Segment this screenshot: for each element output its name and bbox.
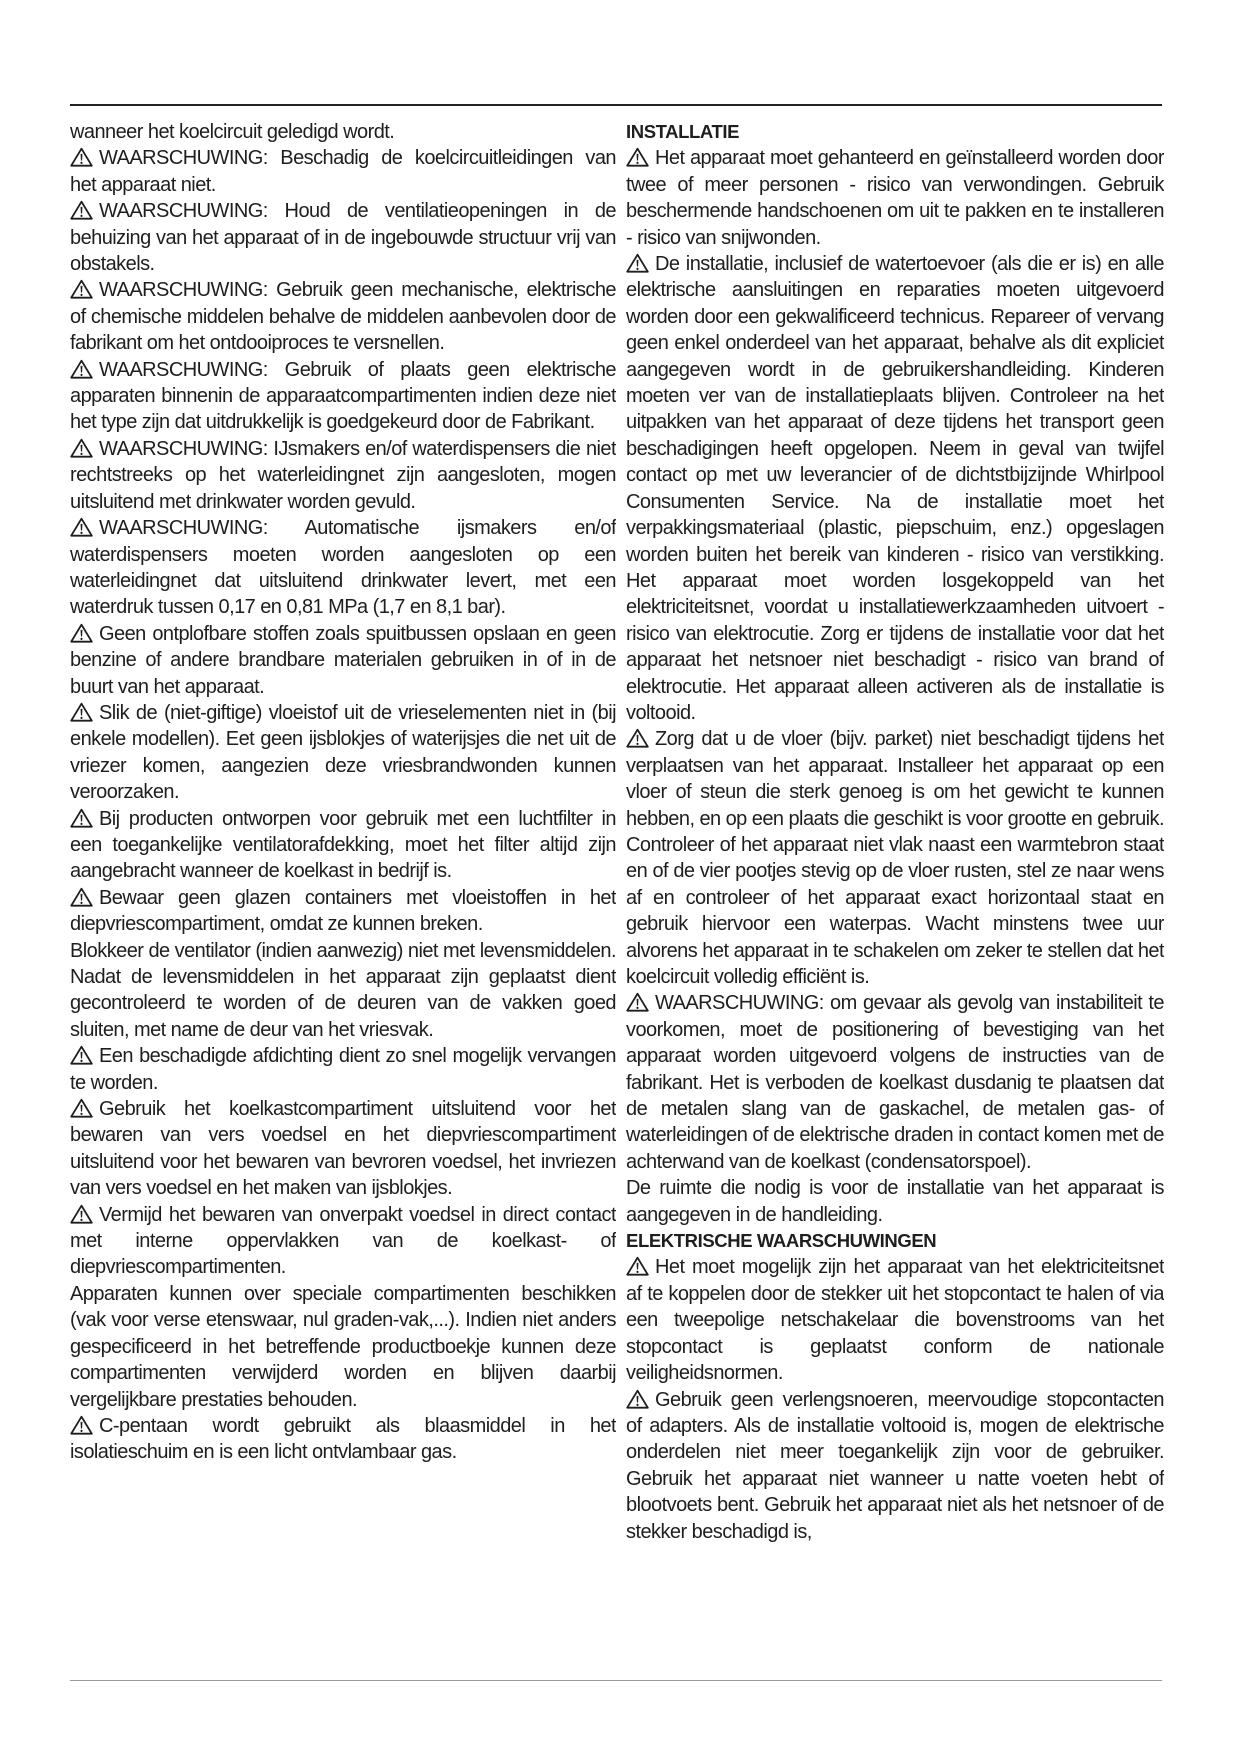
section-heading-installation: INSTALLATIE (626, 121, 740, 142)
warning-paragraph (70, 1202, 616, 1281)
warning-triangle-icon (626, 992, 649, 1012)
warning-triangle-icon (70, 1045, 93, 1065)
right-column (626, 119, 1164, 1545)
warning-paragraph (70, 1043, 616, 1096)
warning-paragraph (70, 1413, 616, 1466)
paragraph-text: De installatie, inclusief de watertoevoer (als die er is) en alle elektrische aansluitingen en reparaties moeten uitgevoerd worden door een gekwalificeerd technicus. Repareer of vervang geen enkel onderdeel van het apparaat, behalve als dit expliciet aangegeven wordt in de gebruikershandleiding. Kinderen moeten ver van de installatieplaats blijven. Controleer na het uitpakken van het apparaat of deze tijdens het transport geen beschadigingen heeft opgelopen. Neem in geval van twijfel contact op met uw leverancier of de dichtstbijzijnde Whirlpool Consumenten Service. Na de installatie moet het verpakkingsmateriaal (plastic, piepschuim, enz.) opgeslagen worden buiten het bereik van kinderen - risico van verstikking. Het apparaat moet worden losgekoppeld van het elektriciteitsnet, voordat u installatiewerkzaamheden uitvoert - risico van elektrocutie. Zorg er tijdens de installatie voor dat het apparaat het netsnoer niet beschadigt - risico van brand of elektrocutie. Het apparaat alleen activeren als de installatie is voltooid. (626, 253, 1164, 724)
warning-paragraph (70, 885, 616, 938)
paragraph-text: Apparaten kunnen over speciale compartimenten beschikken (vak voor verse etenswaar, nul graden-vak,...). Indien niet anders gespecificeerd in het betreffende productboekje kunnen deze compartimenten verwijderd worden en blijven daarbij vergelijkbare prestaties behouden. (70, 1282, 616, 1411)
paragraph-text: Bij producten ontworpen voor gebruik met een luchtfilter in een toegankelijke ventilatorafdekking, moet het filter altijd zijn aangebracht wanneer de koelkast in bedrijf is. (70, 807, 616, 883)
warning-triangle-icon (70, 1415, 93, 1435)
section-heading-electrical: ELEKTRISCHE WAARSCHUWINGEN (626, 1230, 937, 1252)
paragraph-text: Zorg dat u de vloer (bijv. parket) niet beschadigt tijdens het verplaatsen van het apparaat. Installeer het apparaat op een vloer of steun die sterk genoeg is om het gewicht te kunnen hebben, en op een plaats die geschikt is voor grootte en gebruik. Controleer of het apparaat niet vlak naast een warmtebron staat en of de vier pootjes stevig op de vloer rusten, stel ze naar wens af en controleer of het apparaat exact horizontaal staat en gebruik hiervoor een waterpas. Wacht minstens twee uur alvorens het apparaat in te schakelen om zeker te stellen dat het koelcircuit volledig efficiënt is. (626, 728, 1164, 988)
paragraph-text: Vermijd het bewaren van onverpakt voedsel in direct contact met interne oppervlakken van de koelkast- of diepvriescompartimenten. (70, 1203, 616, 1279)
warning-triangle-icon (626, 728, 649, 748)
warning-paragraph (70, 145, 616, 198)
warning-triangle-icon (70, 517, 93, 537)
paragraph-text: Het moet mogelijk zijn het apparaat van het elektriciteitsnet af te koppelen door de stekker uit het stopcontact te halen of via een tweepolige netschakelaar die bovenstrooms van het stopcontact is geplaatst conform de nationale veiligheidsnormen. (626, 1256, 1164, 1385)
warning-triangle-icon (70, 1098, 93, 1118)
paragraph-text: Het apparaat moet gehanteerd en geïnstalleerd worden door twee of meer personen - risico van verwondingen. Gebruik beschermende handschoenen om uit te pakken en te installeren - risico van snijwonden. (626, 147, 1164, 249)
warning-paragraph (70, 277, 616, 356)
warning-triangle-icon (70, 808, 93, 828)
paragraph-text: Bewaar geen glazen containers met vloeistoffen in het diepvriescompartiment, omdat ze kunnen breken. (70, 886, 616, 936)
warning-triangle-icon (626, 1256, 649, 1276)
warning-triangle-icon (70, 1204, 93, 1224)
warning-triangle-icon (70, 200, 93, 220)
warning-triangle-icon (70, 438, 93, 458)
paragraph-text: Geen ontplofbare stoffen zoals spuitbussen opslaan en geen benzine of andere brandbare materialen gebruiken in of in de buurt van het apparaat. (70, 622, 616, 698)
warning-paragraph (626, 251, 1164, 726)
warning-triangle-icon (70, 702, 93, 722)
paragraph-text: WAARSCHUWING: Gebruik of plaats geen elektrische apparaten binnenin de apparaatcompartimenten indien deze niet het type zijn dat uitdrukkelijk is goedgekeurd door de Fabrikant. (70, 358, 616, 434)
paragraph-text: Blokkeer de ventilator (indien aanwezig) niet met levensmiddelen. Nadat de levensmiddelen in het apparaat zijn geplaatst dient gecontroleerd te worden of de deuren van de vakken goed sluiten, met name de deur van het vriesvak. (70, 939, 616, 1041)
paragraph-text: WAARSCHUWING: Beschadig de koelcircuitleidingen van het apparaat niet. (70, 147, 616, 196)
paragraph-text: Gebruik geen verlengsnoeren, meervoudige stopcontacten of adapters. Als de installatie voltooid is, mogen de elektrische onderdelen niet meer toegankelijk zijn voor de gebruiker. Gebruik het apparaat niet wanneer u natte voeten hebt of blootvoets bent. Gebruik het apparaat niet als het netsnoer of de stekker beschadigd is, (626, 1388, 1164, 1543)
warning-paragraph (70, 515, 616, 621)
warning-triangle-icon (70, 147, 93, 167)
warning-triangle-icon (626, 253, 649, 273)
warning-triangle-icon (626, 1389, 649, 1409)
warning-paragraph (70, 436, 616, 515)
paragraph-text: WAARSCHUWING: IJsmakers en/of waterdispensers die niet rechtstreeks op het waterleidingnet zijn aangesloten, mogen uitsluitend met drinkwater worden gevuld. (70, 437, 616, 513)
top-rule (70, 104, 1162, 106)
bottom-rule (70, 1680, 1162, 1681)
paragraph-text: De ruimte die nodig is voor de installatie van het apparaat is aangegeven in de handleiding. (626, 1177, 1164, 1226)
warning-triangle-icon (70, 359, 93, 379)
warning-paragraph (626, 990, 1164, 1175)
paragraph (70, 119, 616, 145)
warning-paragraph (70, 806, 616, 885)
warning-triangle-icon (70, 279, 93, 299)
paragraph-text: C-pentaan wordt gebruikt als blaasmiddel in het isolatieschuim en is een licht ontvlambaar gas. (70, 1414, 616, 1464)
paragraph (70, 1281, 616, 1413)
warning-triangle-icon (626, 147, 649, 167)
left-column (70, 119, 616, 1466)
warning-paragraph (70, 700, 616, 806)
warning-paragraph (626, 1254, 1164, 1386)
warning-triangle-icon (70, 887, 93, 907)
paragraph-text: Slik de (niet-giftige) vloeistof uit de vrieselementen niet in (bij enkele modellen). Eet geen ijsblokjes of waterijsjes die net uit de vriezer komen, aangezien deze vriesbrandwonden kunnen veroorzaken. (70, 701, 616, 804)
paragraph-text: WAARSCHUWING: Gebruik geen mechanische, elektrische of chemische middelen behalve de middelen aanbevolen door de fabrikant om het ontdooiproces te versnellen. (70, 279, 616, 355)
warning-triangle-icon (70, 623, 93, 643)
paragraph-text: WAARSCHUWING: Automatische ijsmakers en/of waterdispensers moeten worden aangesloten op een waterleidingnet dat uitsluitend drinkwater levert, met een waterdruk tussen 0,17 en 0,81 MPa (1,7 en 8,1 bar). (70, 517, 616, 619)
paragraph-text: WAARSCHUWING: Houd de ventilatieopeningen in de behuizing van het apparaat of in de ingebouwde structuur vrij van obstakels. (70, 200, 616, 276)
warning-paragraph (626, 726, 1164, 990)
paragraph-text: wanneer het koelcircuit geledigd wordt. (70, 121, 395, 143)
warning-paragraph (70, 357, 616, 436)
warning-paragraph (626, 145, 1164, 251)
warning-paragraph (626, 1387, 1164, 1545)
paragraph (626, 1175, 1164, 1228)
paragraph-text: WAARSCHUWING: om gevaar als gevolg van instabiliteit te voorkomen, moet de positionering of bevestiging van het apparaat worden uitgevoerd volgens de instructies van de fabrikant. Het is verboden de koelkast dusdanig te plaatsen dat de metalen slang van de gaskachel, de metalen gas- of waterleidingen of de elektrische draden in contact komen met de achterwand van de koelkast (condensatorspoel). (626, 992, 1164, 1173)
warning-paragraph (70, 198, 616, 277)
paragraph-text: Een beschadigde afdichting dient zo snel mogelijk vervangen te worden. (70, 1045, 616, 1094)
warning-paragraph (70, 1096, 616, 1202)
paragraph-text: Gebruik het koelkastcompartiment uitsluitend voor het bewaren van vers voedsel en het diepvriescompartiment uitsluitend voor het bewaren van bevroren voedsel, het invriezen van vers voedsel en het maken van ijsblokjes. (70, 1098, 616, 1200)
warning-paragraph (70, 621, 616, 700)
paragraph (70, 938, 616, 1044)
